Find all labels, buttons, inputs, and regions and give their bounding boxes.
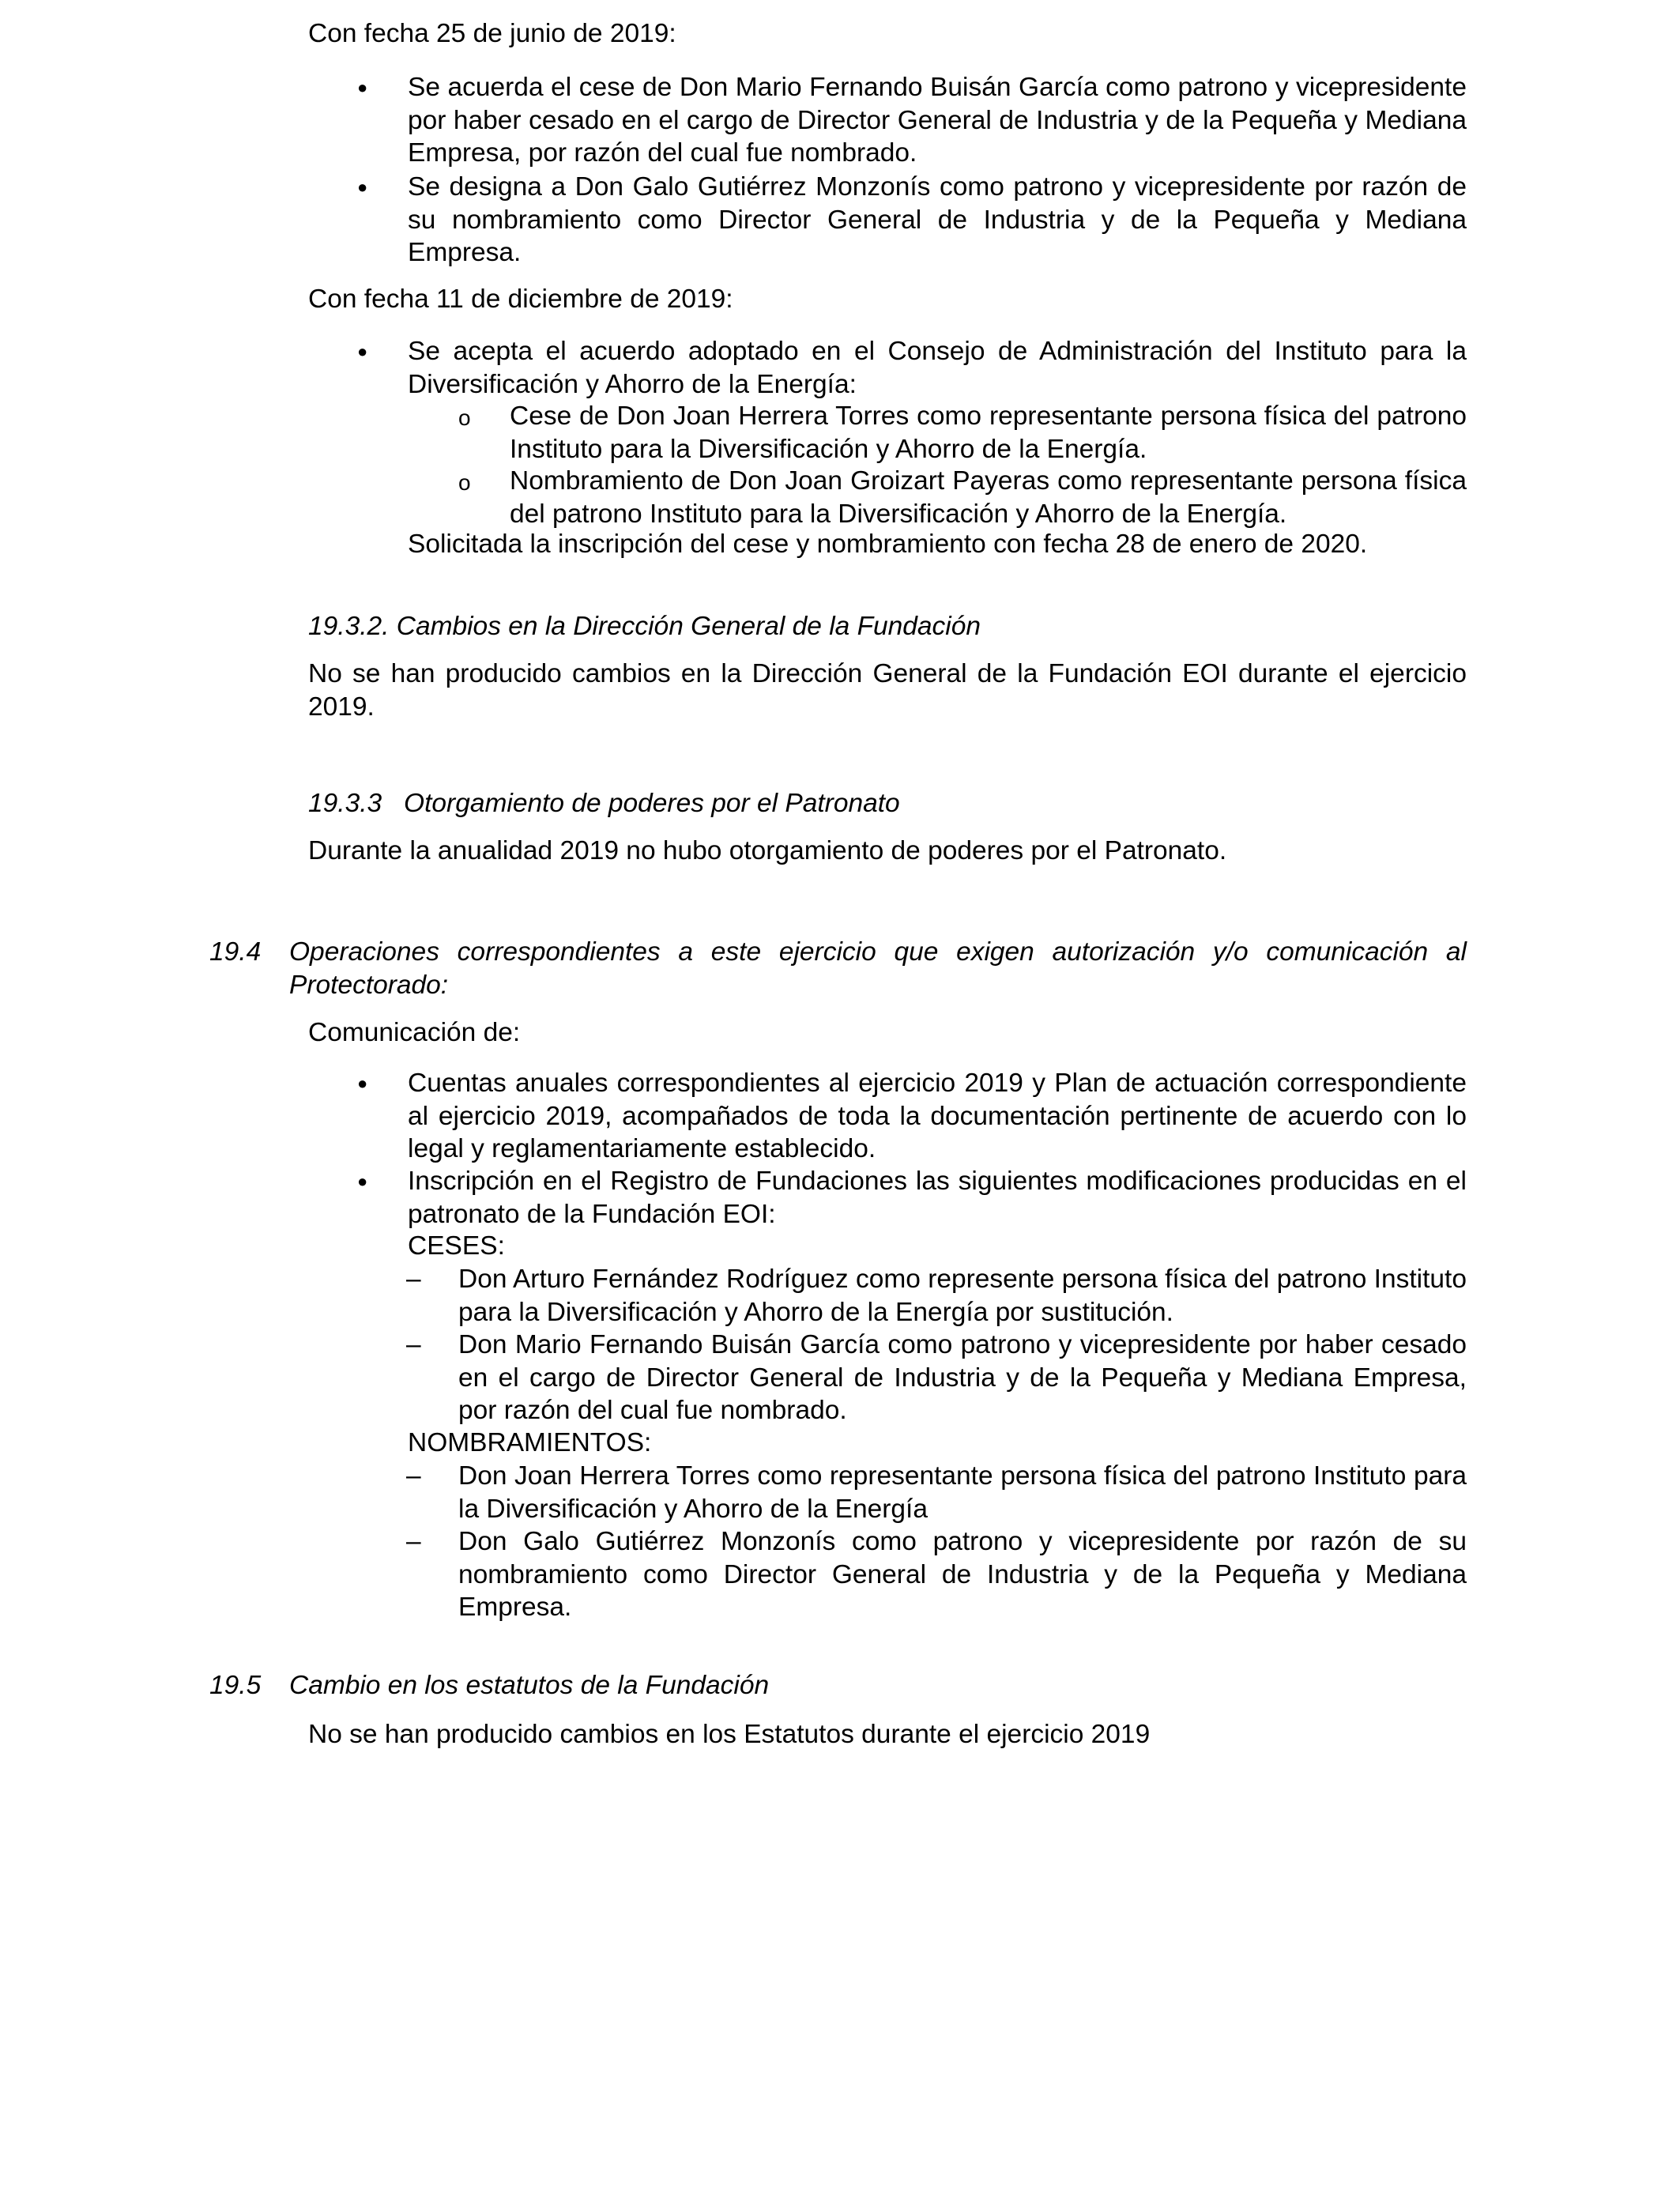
section-heading-19-3-3: 19.3.3 Otorgamiento de poderes por el Patronato bbox=[308, 789, 900, 818]
section-intro-19-4: Comunicación de: bbox=[308, 1018, 521, 1047]
nombramientos-label: NOMBRAMIENTOS: bbox=[408, 1428, 652, 1457]
list-item: Se acuerda el cese de Don Mario Fernando Buisán García como patrono y vicepresidente por haber cesado en el cargo de Director General de Industria y de la Pequeña y Mediana Empresa, por razón del cual fue nombrado. bbox=[408, 73, 1467, 168]
section-number-19-4: 19.4 bbox=[209, 937, 262, 967]
sub-list-item: Cese de Don Joan Herrera Torres como representante persona física del patrono Instituto para la Diversificación y Ahorro de la Energía. bbox=[510, 401, 1467, 464]
section-body-19-3-2: No se han producido cambios en la Dirección General de la Fundación EOI durante el ejercicio 2019. bbox=[308, 659, 1467, 722]
section-number-19-5: 19.5 bbox=[209, 1671, 262, 1700]
section-heading-19-4: Operaciones correspondientes a este ejercicio que exigen autorización y/o comunicación al Protectorado: bbox=[289, 937, 1467, 1000]
section-body-19-5: No se han producido cambios en los Estatutos durante el ejercicio 2019 bbox=[308, 1720, 1151, 1749]
date-paragraph-june: Con fecha 25 de junio de 2019: bbox=[308, 19, 676, 48]
note-paragraph: Solicitada la inscripción del cese y nombramiento con fecha 28 de enero de 2020. bbox=[408, 530, 1368, 559]
sub-list-item: Nombramiento de Don Joan Groizart Payeras como representante persona física del patrono Instituto para la Diversificación y Ahorro de la Energía. bbox=[510, 466, 1467, 529]
bullet-icon: ● bbox=[357, 341, 368, 361]
list-item: Inscripción en el Registro de Fundaciones las siguientes modificaciones producidas en el patronato de la Fundación EOI: bbox=[408, 1167, 1467, 1229]
bullet-icon: ● bbox=[357, 177, 368, 197]
cese-item: Don Arturo Fernández Rodríguez como represente persona física del patrono Instituto para la Diversificación y Ahorro de la Energía por sustitución. bbox=[458, 1265, 1467, 1327]
dash-bullet-icon: – bbox=[406, 1461, 421, 1491]
list-item: Se acepta el acuerdo adoptado en el Consejo de Administración del Instituto para la Diversificación y Ahorro de la Energía: bbox=[408, 337, 1467, 399]
nombramiento-item: Don Joan Herrera Torres como representante persona física del patrono Instituto para la Diversificación y Ahorro de la Energía bbox=[458, 1461, 1467, 1524]
bullet-icon: ● bbox=[357, 1171, 368, 1191]
cese-item: Don Mario Fernando Buisán García como patrono y vicepresidente por haber cesado en el cargo de Director General de Industria y de la Pequeña y Mediana Empresa, por razón del cual fue nombrado. bbox=[458, 1330, 1467, 1425]
list-item: Se designa a Don Galo Gutiérrez Monzonís como patrono y vicepresidente por razón de su nombramiento como Director General de Industria y de la Pequeña y Mediana Empresa. bbox=[408, 172, 1467, 267]
nombramiento-item: Don Galo Gutiérrez Monzonís como patrono y vicepresidente por razón de su nombramiento como Director General de Industria y de la Pequeña y Mediana Empresa. bbox=[458, 1527, 1467, 1622]
section-heading-19-3-2: 19.3.2. Cambios en la Dirección General de la Fundación bbox=[308, 612, 981, 641]
ceses-label: CESES: bbox=[408, 1231, 505, 1261]
dash-bullet-icon: – bbox=[406, 1330, 421, 1359]
circle-bullet-icon: o bbox=[458, 405, 471, 430]
bullet-icon: ● bbox=[357, 1073, 368, 1093]
dash-bullet-icon: – bbox=[406, 1265, 421, 1294]
section-heading-19-5: Cambio en los estatutos de la Fundación bbox=[289, 1671, 770, 1700]
circle-bullet-icon: o bbox=[458, 470, 471, 495]
date-paragraph-december: Con fecha 11 de diciembre de 2019: bbox=[308, 285, 733, 314]
bullet-icon: ● bbox=[357, 77, 368, 97]
dash-bullet-icon: – bbox=[406, 1527, 421, 1556]
list-item: Cuentas anuales correspondientes al ejercicio 2019 y Plan de actuación correspondiente al ejercicio 2019, acompañados de toda la documentación pertinente de acuerdo con lo legal y reglamentariamente establecido. bbox=[408, 1069, 1467, 1163]
section-body-19-3-3: Durante la anualidad 2019 no hubo otorgamiento de poderes por el Patronato. bbox=[308, 836, 1227, 865]
